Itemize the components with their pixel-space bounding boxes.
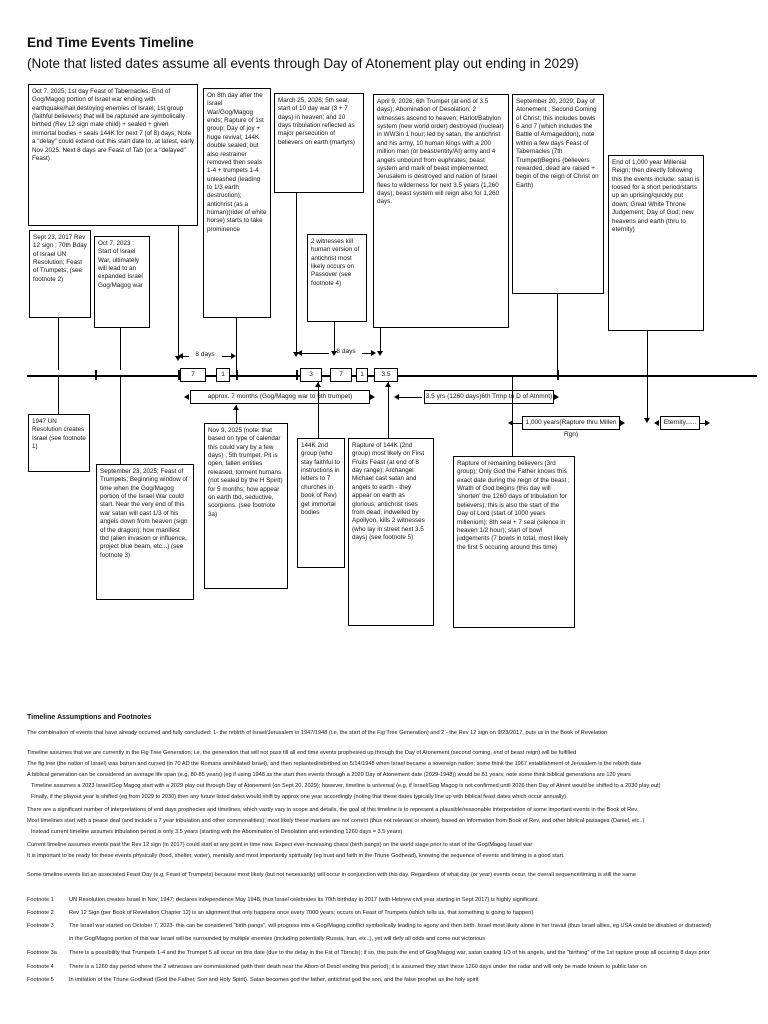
- footnote-row: [27, 964, 647, 970]
- footnote-label: Footnote 3a: [27, 950, 57, 956]
- paragraph-line: Most timelines start with a peace deal (and include a 7 year tribulation and other commonalities); most likely these markers are not correct (thus not relevant or shown), based on information from Book of Rev, and other biblical passages (Daniel, etc..): [27, 818, 645, 824]
- paragraph: [27, 748, 757, 803]
- event-box-oct7-2023: Oct 7, 2023 : Start of Israel War, ultimately will lead to an expanded Israel Gog/Magog war: [94, 236, 150, 328]
- event-box-144k-2nd-group: 144K 2nd group (who stay faithful to instructions in letters to 7 churches in book of Rev) get immortal bodies: [297, 438, 345, 568]
- footnote-label: Footnote 3: [27, 923, 54, 929]
- label-8-days: 8 days: [195, 351, 215, 358]
- event-box-oct7-2025: Oct 7, 2025; 1st day Feast of Tabernacles. End of Gog/Magog portion of Israel war ending with earthquake/hail destoying enemies of Israel; 1st group (faithful believers) that will be raptured are symbolically birthed (Rev 12 sign male child) + sealed + given immortal bodies + seals 144K for next 7 (of 8) days; Note a "delay" could extend out this start date to, at latest, early Nov 2025. Next 8 days are Feast of Tab (or a "delayed" Feast): [28, 84, 198, 226]
- paragraph-line: Timeline assumes that we are currently in the Fig Tree Generation; i.e, the generation that will not pass till all end time events prophesied up through the Day of Atonement (second coming, end of beast reign) will be fulfilled: [27, 750, 577, 756]
- label-8-days: 8 days: [336, 348, 356, 355]
- paragraph-line: A biblical generation can be considered an average life span (e.g, 80-85 years) (eg if using 1948 as the start then events through a 2029 Day of Atonement date (2029-1948)) would be 81 years; note some think biblical generations are 120 years: [27, 772, 631, 778]
- paragraph: [27, 805, 757, 838]
- paragraph-line: It is important to be ready for these events physically (food, shelter, water), mentally and most importantly spiritually (eg trust and faith in the Triune Godhead), knowing the sequence of events and timing is a good start.: [27, 853, 565, 859]
- timeline-tick: [236, 370, 238, 380]
- footnote-text: In imitation of the Triune Godhead (God the Father, Son and Holy Spirit). Satan becomes god the father, antichrist god the son, and the false prophet as the holy spirit: [69, 977, 479, 983]
- footnote-row: [27, 950, 710, 956]
- event-box-8th-day: On 8th day after the Israel War/Gog/Magog ends; Rapture of 1st group; Day of joy + huge revival; 144K double sealed; but also restrainer removed then seals 1-4 + trumpets 1-4 unleashed (leading to 1/3 earth destruction); antichrist (as a human)(rider of white horse) starts to take prominence: [203, 88, 271, 318]
- segment-3-5-days: 3.5: [374, 368, 398, 382]
- connector-line: [58, 318, 59, 370]
- footnote-label: Footnote 2: [27, 910, 54, 916]
- arrow-left-icon: [394, 394, 399, 400]
- event-box-nov9-2025: Nov 9, 2025 (note: that based on type of calendar this could vary by a few days) ; 5th trumpet. Pit is open, fallen entities released, torment humans (not sealed by the H Spirit) for 5 months; how appear on earth tbd, seductive, scorpions. (see footnote 3a): [204, 423, 288, 589]
- arrow-right-icon: [705, 420, 710, 426]
- segment-7-days: 7: [330, 368, 352, 382]
- arrow-right-icon: [231, 353, 236, 359]
- footnote-text: in the Gog/Magog portion of this war Israel will be surrounded by multiple enemies (including potentially Russia, Iran, etc..), yet will defy all odds and come out victorious: [69, 936, 486, 942]
- event-box-sept20-2029: September 20, 2029; Day of Atonement ; Second Coming of Christ; this includes bowls 6 and 7 (which includes the Battle of Armageddon), note within a few days Feast of Tabernacles (7th Trumpet)Begins (believers rewarded, dead are raised + begin of the reign of Christ on Earth): [512, 94, 604, 294]
- bracket-line: [398, 397, 422, 398]
- paragraph-line: The combination of events that have already occurred and fully concluded: 1- the rebirth of Israel/Jerusalem in 1947/1948 (i.e, the start of the Fig Tree Generation) and 2 - the Rev 12 sign on 9/23/2017, puts us in the Book of Revelation: [27, 730, 608, 736]
- footnote-text: There is a possibility that Trumpets 1-4 and the Trumpet 5 all occur on this date (due to the delay in the Fst of Tbrncls); if so, this puts the end of Gog/Magog war, satan casting 1/3 of his angels, and the "birthing" of the 1st rapture group all occuring 8 days prior: [69, 950, 710, 956]
- arrow-up-icon: [233, 405, 239, 410]
- paragraph-line: Instead current timeline assumes tribulation period is only 3.5 years (starting with the Abomination of Desolation and extending 1260 days = 3.5 years): [31, 829, 403, 835]
- event-box-remaining-believers: Rapture of remaining believers (3rd group); Only God the Father knows this exact date during the reign of the beast ; Wrath of God begins (this day will 'shorten' the 1260 days of tribulation for believers); this is also the start of the Day of Lord (start of 1000 years millenium); 8th seal + 7 seal (silence in heaven 1/2 hour); start of bowl judgements (7 bowls in total, most likely the first 5 occuring around this time): [453, 456, 575, 628]
- connector-line: [380, 328, 381, 352]
- event-box-march25-2026: March 25, 2026; 5th seal; start of 10 day war (3 + 7 days) in heaven; and 10 days tribulation reflected as major persecution of believers on earth (martyrs): [274, 93, 364, 193]
- event-box-april9-2026: April 9, 2026; 6th Trumpet (at end of 3.5 days); Abomination of Desolation; 2 witnesses ascend to heaven; Harlot/Babylon system (new world order) destroyed (nuclear) in WW3in 1 hour; led by satan, the antichrist and his army, 10 human kings with a 200 million man (or beast/entity/AI) army and 4 angels unbound from euphrates; beast system and mark of beast implemented; Jerusalem is destroyed and nation of Israel flees to wilderness for next 3.5 years (1,260 days); beast system will reign also for 1,260 days.: [373, 94, 509, 328]
- footnote-label: Footnote 4: [27, 964, 54, 970]
- connector-line: [120, 376, 121, 464]
- bracket-line: [512, 423, 522, 424]
- segment-3-days: 3: [300, 368, 322, 382]
- connector-line: [557, 294, 558, 370]
- paragraph-line: Some timeline events list an associated Feast Day (e.g, Feast of Trumpets) because most likely (but not necessarily) will occur in conjunction with this day. Regardless of what day (or year) events occur, the overall sequence/timing is still the same: [27, 872, 636, 878]
- segment-7-days: 7: [180, 368, 206, 382]
- paragraph-line: Current timeline assumes events past the Rev 12 sign (in 2017) could start at any point in time now. Expect ever-increasing chaos (birth pangs) on the world stage prior to start of the Gog/Magog Israel war: [27, 842, 533, 848]
- connector-line: [318, 382, 319, 438]
- arrow-right-icon: [370, 394, 375, 400]
- arrow-right-icon: [620, 420, 625, 426]
- segment-1-day: 1: [216, 368, 230, 382]
- event-box-sept23-2017: Sept 23, 2017 Rev 12 sign ; 70th Bday of Israel UN Resolution; Feast of Trumpets; (see footnote 2): [29, 230, 91, 318]
- paragraph-line: Timeline assumes a 2023 Israel/Gog Magog start with a 2029 play out through Day of Atonement (on Sept 20, 2029); however, timeline is universal (e.g, if Israel/Gog Magog is not confirmed until 2026 then Day of Atnmt would be shifted to a 2030 play out): [31, 783, 661, 789]
- page-title: End Time Events Timeline: [27, 35, 194, 50]
- footnote-label: Footnote 5: [27, 977, 54, 983]
- arrow-up-icon: [385, 382, 391, 387]
- paragraph: [27, 870, 757, 881]
- event-box-sept23-2025: September 23, 2025; Feast of Trumpets; Beginning window of time when the Gog/Magog portion of the Israel War could start. Near the very end of this war satan will cast 1/3 of his angels down from heaven (sign of the dragon); how manifest tbd (alien invasion or influence, project blue beam, etc...) (see footnote 3): [96, 464, 194, 600]
- footnote-label: Footnote 1: [27, 897, 54, 903]
- footnote-row: [27, 936, 485, 942]
- arrow-right-icon: [371, 350, 376, 356]
- timeline-tick: [296, 370, 298, 380]
- segment-1-day: 1: [356, 368, 368, 382]
- arrow-down-icon: [377, 351, 383, 356]
- footnote-text: UN Resolution creates Israel in Nov, 1947; declares independence May 1948, thus Israel celebrates its 70th birthday in 2017 (with Hebrew civil year starting in Sept 2017) is highly significant: [69, 897, 538, 903]
- timeline-tick: [557, 370, 559, 380]
- span-3-5-years: 3.5 yrs (1260 days)6th Trmp to D of Atnmnt): [424, 390, 554, 404]
- arrow-down-icon: [644, 418, 650, 423]
- timeline-tick: [95, 370, 97, 380]
- bracket-line: [300, 353, 329, 354]
- event-box-two-witnesses: 2 witnesses kill human version of antichrist most likely occurs on Passover (see footnote 4): [307, 234, 367, 322]
- event-box-end-millennium: End of 1,000 year Millenial Reign; then directly following this the events include: satan is loosed for a short period/starts up an uprising/quickly put down; Great White Throne Judgement; Day of God; new heavens and earth (thru to eternity): [608, 155, 704, 331]
- span-approx-7-months: approx. 7 months (Gog/Magog war to 6th trumpet): [190, 390, 370, 404]
- footnote-row: [27, 897, 537, 903]
- arrow-left-icon: [184, 394, 189, 400]
- connector-line: [178, 226, 179, 358]
- section-heading: Timeline Assumptions and Footnotes: [27, 714, 152, 721]
- connector-line: [58, 376, 59, 414]
- event-box-rapture-144k: Rapture of 144K (2nd group) most likely on First Fruits Feast (at end of 8 day range); Archangel Michael cast satan and angels to earth - they appear on earth as glorious; antichrist rises from dead, indwelled by Apollyon, kills 2 witnesses (who lay in street next 3.5 days) (see footnote 5): [348, 438, 434, 626]
- arrow-right-icon: [554, 394, 559, 400]
- span-1000-years: 1,000 years(Rapture thru Millen Rgn): [522, 416, 620, 430]
- page-subtitle: (Note that listed dates assume all events through Day of Atonement play out ending in 2029): [27, 56, 579, 71]
- footnote-text: There is a 1260 day period where the 2 witnesses are commissioned (with their death near the Abom of Desol ending this period); it is assumed they start these 1260 days under the radar and will only be made known to public later on: [69, 964, 647, 970]
- arrow-left-icon: [297, 350, 302, 356]
- footnote-text: The Israel war started on October 7, 2023- this can be considered "birth pangs", will progress into a Gog/Magog conflict symbolically leading to agony and then birth. Israel most likely alone in her travail (thus Israel allies, eg USA could be disabled or distracted): [69, 923, 711, 929]
- connector-line: [296, 193, 297, 353]
- connector-line: [236, 318, 237, 370]
- connector-line: [512, 376, 513, 456]
- footnote-row: [27, 910, 533, 916]
- arrow-left-icon: [178, 353, 183, 359]
- arrow-left-icon: [654, 420, 659, 426]
- event-box-1947: 1947 UN Resolution creates Israel (see footnote 1): [28, 414, 90, 472]
- span-eternity: Eternity......: [660, 416, 700, 430]
- paragraph: [27, 840, 757, 862]
- connector-line: [120, 328, 121, 370]
- paragraph: [27, 728, 757, 739]
- arrow-up-icon: [315, 382, 321, 387]
- paragraph-line: The fig tree (the nation of Israel) was barren and cursed (in 70 AD the Romans annihilated Israel), and then replanted/rebirthed on 5/14/1948 when Israel became a sovereign nation; some think the 1967 establishment of Jerusalem is the rebirth date: [27, 761, 642, 767]
- footnote-text: Rev 12 Sign (per Book of Revelation Chapter 12) is an alignment that only happens once every 7000 years; occurs on Feast of Trumpets (which tells us, that something is going to happen): [69, 910, 534, 916]
- paragraph-line: Finally, if the playout year is shifted (eg from 2029 to 2030) then any future listed dates would shift by approx one year accordingly (noting that these dates typically line up with biblical feast dates which occur annually): [31, 794, 567, 800]
- connector-line: [388, 382, 389, 438]
- footnote-row: [27, 923, 711, 929]
- footnote-row: [27, 977, 479, 983]
- paragraph-line: There are a significant number of interpretations of end days prophecies and timelines, which vastly vary in scope and details, the goal of this timeline is to represent a plausible/reasonable interpretation of some important events in the Book of Rev.: [27, 807, 639, 813]
